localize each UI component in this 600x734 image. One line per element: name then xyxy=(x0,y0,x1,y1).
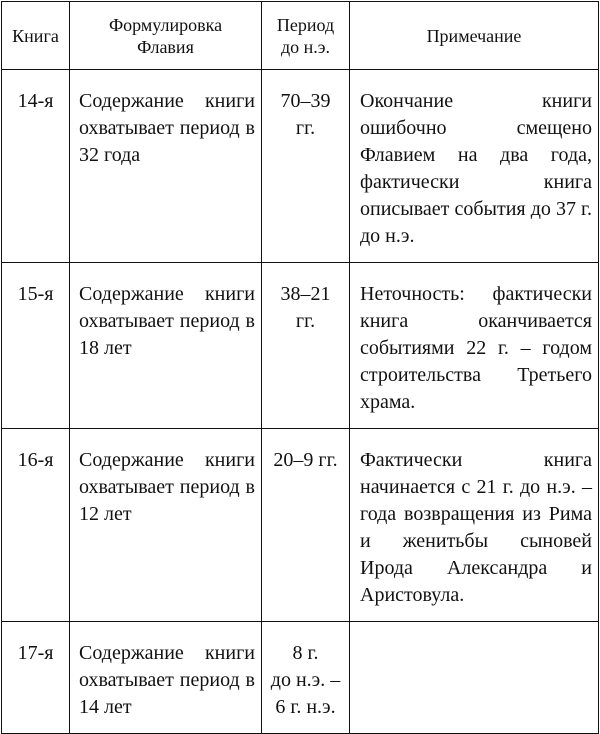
book-cell: 17-я xyxy=(2,622,70,734)
table-row xyxy=(2,429,599,622)
note-cell xyxy=(350,622,599,734)
header-row xyxy=(2,2,599,70)
note-cell: Неточность: фактически книга оканчивается событиями 22 г. – годом строительства Третьего храма. xyxy=(350,263,599,429)
period-text: 20–9 гг. xyxy=(273,449,338,471)
table-row xyxy=(2,70,599,263)
period-cell xyxy=(262,622,350,734)
book-cell: 15-я xyxy=(2,263,70,429)
period-text: 70–39 гг. xyxy=(280,90,331,139)
period-cell xyxy=(262,429,350,622)
book-cell: 14-я xyxy=(2,70,70,263)
header-period xyxy=(262,2,350,70)
period-text: 8 г. до н.э. – 6 г. н.э. xyxy=(270,642,341,718)
wording-cell: Содержание книги охватывает период в 12 лет xyxy=(70,429,262,622)
header-note-label: Примечание xyxy=(426,25,522,46)
chronology-table xyxy=(1,1,599,734)
wording-cell: Содержание книги охватывает период в 18 лет xyxy=(70,263,262,429)
header-book xyxy=(2,2,70,70)
period-cell xyxy=(262,263,350,429)
header-book-label: Книга xyxy=(12,25,59,46)
table-row xyxy=(2,263,599,429)
table-row xyxy=(2,622,599,734)
period-cell xyxy=(262,70,350,263)
header-note xyxy=(350,2,599,70)
book-cell: 16-я xyxy=(2,429,70,622)
period-text: 38–21 гг. xyxy=(280,283,331,332)
note-cell: Окончание книги ошибочно смещено Флавием на два года, фактически книга описывает события до 37 г. до н.э. xyxy=(350,70,599,263)
wording-cell: Содержание книги охватывает период в 14 лет xyxy=(70,622,262,734)
header-period-label: Период до н.э. xyxy=(276,14,335,57)
wording-cell: Содержание книги охватывает период в 32 года xyxy=(70,70,262,263)
note-cell: Фактически книга начинается с 21 г. до н.э. – года возвращения из Рима и женитьбы сыновей Ирода Александра и Аристовула. xyxy=(350,429,599,622)
header-wording xyxy=(70,2,262,70)
header-wording-label: Формулировка Флавия xyxy=(108,14,223,57)
